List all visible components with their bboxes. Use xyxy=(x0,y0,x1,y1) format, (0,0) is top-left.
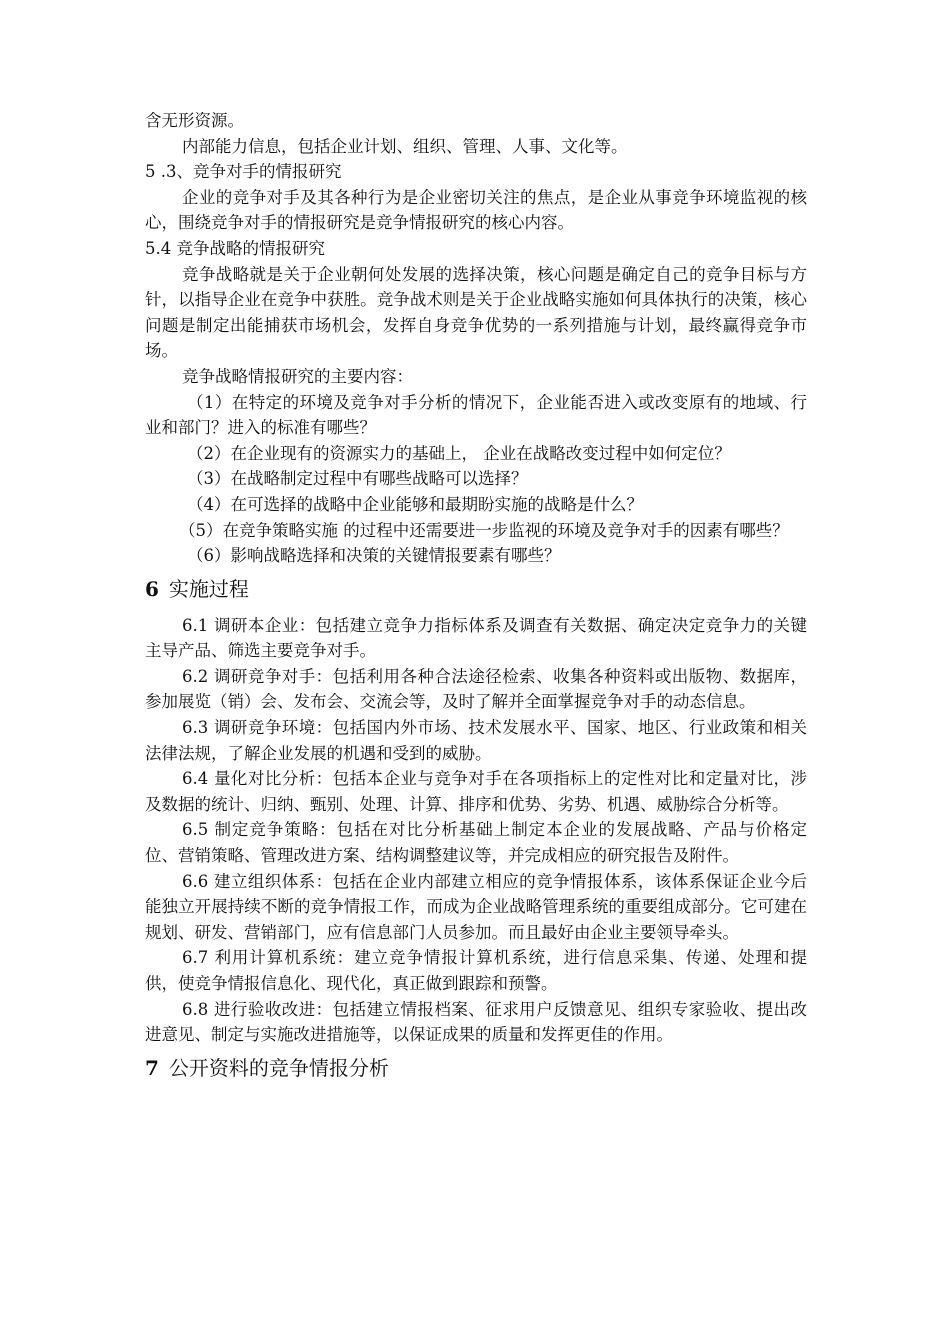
section-7-number: 7 xyxy=(145,1055,159,1080)
list-item: （1）在特定的环境及竞争对手分析的情况下，企业能否进入或改变原有的地域、行业和部门？进入的标准有哪些？ xyxy=(145,392,807,438)
section-6-item: 6.2 调研竞争对手：包括利用各种合法途径检索、收集各种资料或出版物、数据库，参加展览（销）会、发布会、交流会等，及时了解并全面掌握竞争对手的动态信息。 xyxy=(145,666,807,712)
section-7-title: 公开资料的竞争情报分析 xyxy=(168,1055,389,1080)
paragraph-internal-capability: 内部能力信息，包括企业计划、组织、管理、人事、文化等。 xyxy=(182,136,628,156)
section-5-4-body: 竞争战略就是关于企业朝何处发展的选择决策，核心问题是确定自己的竞争目标与方针，以指导企业在竞争中获胜。竞争战术则是关于企业战略实施如何具体执行的决策，核心问题是制定出能捕获市场机会，发挥自身竞争优势的一系列措施与计划，最终赢得竞争市场。 xyxy=(145,264,807,361)
section-5-3-body: 企业的竞争对手及其各种行为是企业密切关注的焦点，是企业从事竞争环境监视的核心，围绕竞争对手的情报研究是竞争情报研究的核心内容。 xyxy=(145,187,807,233)
section-6-item: 6.7 利用计算机系统：建立竞争情报计算机系统，进行信息采集、传递、处理和提供，使竞争情报信息化、现代化，真正做到跟踪和预警。 xyxy=(145,948,807,993)
list-item: （3）在战略制定过程中有哪些战略可以选择？ xyxy=(187,469,528,489)
document-page xyxy=(145,108,807,1092)
list-item: （2）在企业现有的资源实力的基础上， 企业在战略改变过程中如何定位？ xyxy=(187,443,731,463)
section-6-item: 6.3 调研竞争环境：包括国内外市场、技术发展水平、国家、地区、行业政策和相关法律法规，了解企业发展的机遇和受到的威胁。 xyxy=(145,718,807,763)
section-6-item: 6.8 进行验收改进：包括建立情报档案、征求用户反馈意见、组织专家验收、提出改进意见、制定与实施改进措施等，以保证成果的质量和发挥更佳的作用。 xyxy=(145,999,807,1045)
paragraph-intangible-tail: 含无形资源。 xyxy=(145,111,244,130)
list-item: （5）在竞争策略实施 的过程中还需要进一步监视的环境及竞争对手的因素有哪些？ xyxy=(179,520,789,540)
section-7-heading xyxy=(145,1054,807,1082)
section-6-item: 6.5 制定竞争策略：包括在对比分析基础上制定本企业的发展战略、产品与价格定位、营销策略、管理改进方案、结构调整建议等，并完成相应的研究报告及附件。 xyxy=(145,820,807,866)
section-5-3-title: 5 .3、竞争对手的情报研究 xyxy=(145,162,342,182)
list-item: （6）影响战略选择和决策的关键情报要素有哪些？ xyxy=(187,546,561,566)
section-5-4-title: 5.4 竞争战略的情报研究 xyxy=(145,238,325,258)
section-6-number: 6 xyxy=(145,576,159,601)
section-6-item: 6.4 量化对比分析：包括本企业与竞争对手在各项指标上的定性对比和定量对比，涉及数据的统计、归纳、甄别、处理、计算、排序和优势、劣势、机遇、威胁综合分析等。 xyxy=(145,769,807,814)
section-6-item: 6.1 调研本企业：包括建立竞争力指标体系及调查有关数据、确定决定竞争力的关键主导产品、筛选主要竞争对手。 xyxy=(145,615,807,661)
section-6-heading xyxy=(145,575,807,603)
section-6-title: 实施过程 xyxy=(168,576,249,601)
section-6-item: 6.6 建立组织体系：包括在企业内部建立相应的竞争情报体系，该体系保证企业今后能独立开展持续不断的竞争情报工作，而成为企业战略管理系统的重要组成部分。它可建在规划、研发、营销部门，应有信息部门人员参加。而且最好由企业主要领导牵头。 xyxy=(145,871,807,942)
list-item: （4）在可选择的战略中企业能够和最期盼实施的战略是什么？ xyxy=(187,494,643,514)
section-5-4-intro: 竞争战略情报研究的主要内容： xyxy=(182,366,413,386)
